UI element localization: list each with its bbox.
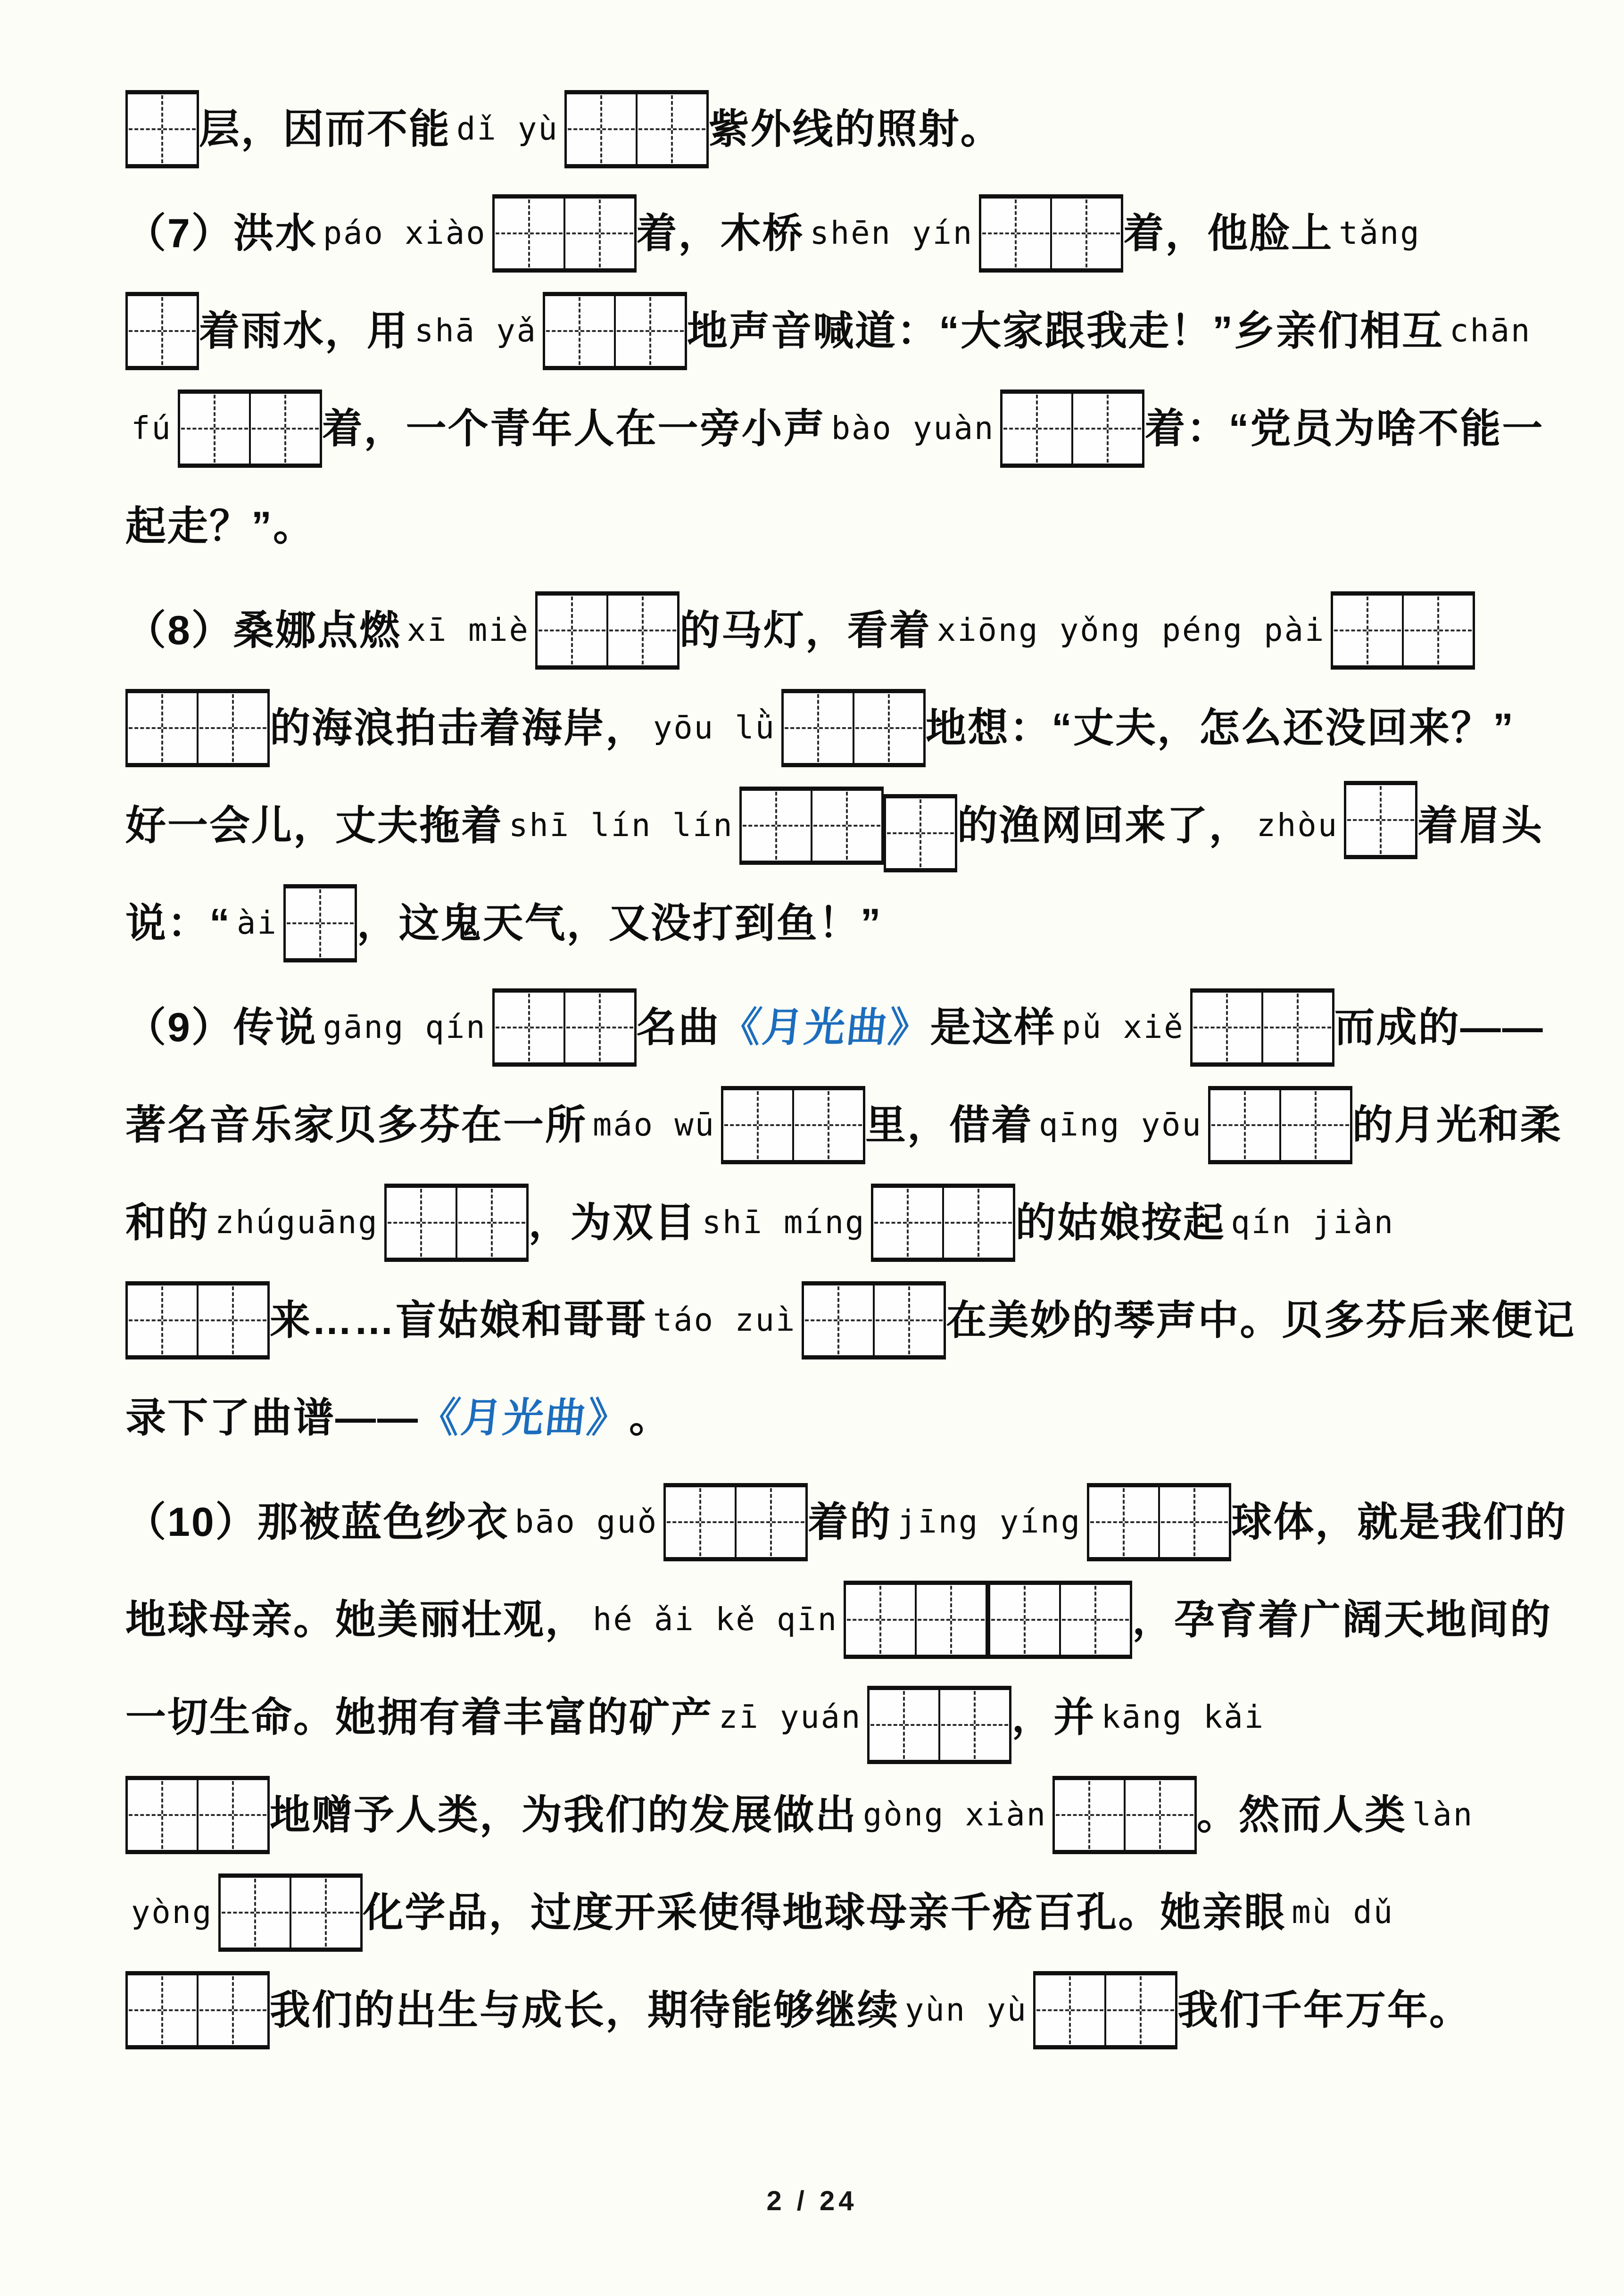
chinese-text: 着，木桥 — [636, 210, 804, 256]
line-11 — [125, 1076, 1562, 1174]
chinese-text: 地球母亲。她美丽壮观， — [125, 1597, 587, 1642]
writing-grid-cell[interactable] — [221, 1878, 291, 1948]
line-2 — [125, 184, 1511, 282]
answer-writing-boxes[interactable] — [884, 794, 957, 872]
writing-grid-cell[interactable] — [1263, 993, 1332, 1062]
chinese-text: ，这鬼天气，又没打到鱼！” — [356, 900, 882, 946]
writing-grid-cell[interactable] — [199, 1285, 267, 1355]
writing-grid-cell[interactable] — [737, 1487, 805, 1557]
writing-grid-cell[interactable] — [128, 94, 197, 164]
answer-writing-boxes[interactable] — [1000, 390, 1144, 468]
writing-grid-cell[interactable] — [742, 791, 812, 861]
pinyin-text: fú — [131, 410, 172, 447]
line-15 — [125, 1473, 1567, 1571]
page-number: 2 / 24 — [766, 2186, 858, 2216]
pinyin-text: bāo guǒ — [514, 1503, 658, 1540]
writing-grid-cell[interactable] — [812, 791, 881, 861]
pinyin-text: chān — [1450, 312, 1532, 349]
answer-writing-boxes[interactable] — [988, 1581, 1132, 1659]
chinese-text: 着，一个青年人在一旁小声 — [322, 406, 826, 451]
line-5 — [125, 477, 1511, 575]
answer-writing-boxes[interactable] — [871, 1184, 1015, 1262]
pinyin-text: mù dǔ — [1292, 1894, 1394, 1931]
line-9 — [125, 874, 1511, 972]
answer-writing-boxes[interactable] — [739, 787, 884, 865]
writing-grid-cell[interactable] — [616, 296, 685, 366]
writing-grid-cell[interactable] — [1003, 394, 1073, 464]
line-14 — [125, 1369, 1511, 1467]
chinese-text: 著名音乐家贝多芬在一所 — [125, 1102, 587, 1148]
pinyin-text: jīng yíng — [897, 1503, 1082, 1540]
pinyin-text: yùn yù — [905, 1991, 1028, 2028]
song-title-text: 《月光曲》 — [718, 1004, 933, 1050]
line-18 — [125, 1766, 1511, 1864]
chinese-text: （9）传说 — [125, 1004, 317, 1050]
line-12 — [125, 1174, 1511, 1271]
pinyin-text: shī míng — [702, 1204, 866, 1241]
answer-writing-boxes[interactable] — [1331, 591, 1475, 670]
writing-grid-cell[interactable] — [1126, 1780, 1194, 1850]
line-4 — [125, 380, 1544, 477]
writing-grid-cell[interactable] — [1055, 1780, 1126, 1850]
writing-grid-cell[interactable] — [199, 1780, 267, 1850]
chinese-text: 的渔网回来了， — [957, 803, 1251, 848]
pinyin-text: hé ǎi kě qīn — [593, 1601, 838, 1638]
writing-grid-cell[interactable] — [1281, 1090, 1350, 1160]
chinese-text: 的姑娘按起 — [1015, 1200, 1226, 1245]
answer-writing-boxes[interactable] — [535, 591, 679, 670]
chinese-text: 而成的—— — [1334, 1004, 1544, 1050]
line-8 — [125, 777, 1544, 874]
writing-grid-cell[interactable] — [1160, 1487, 1229, 1557]
chinese-text: 名曲 — [636, 1004, 721, 1050]
writing-grid-cell[interactable] — [457, 1188, 526, 1258]
pinyin-text: zhúguāng — [215, 1204, 379, 1241]
answer-writing-boxes[interactable] — [1208, 1086, 1352, 1164]
pinyin-text: gòng xiàn — [863, 1796, 1047, 1833]
answer-writing-boxes[interactable] — [564, 90, 709, 168]
chinese-text: ，并 — [1011, 1694, 1096, 1740]
chinese-text: 说：“ — [125, 900, 231, 946]
chinese-text: 着，他脸上 — [1123, 210, 1334, 256]
writing-grid-cell[interactable] — [1073, 394, 1142, 464]
pinyin-text: dǐ yù — [456, 110, 559, 147]
writing-grid-cell[interactable] — [1106, 1975, 1175, 2045]
writing-grid-cell[interactable] — [128, 296, 197, 366]
writing-grid-cell[interactable] — [128, 693, 199, 763]
chinese-text: 在美妙的琴声中。贝多芬后来便记 — [946, 1297, 1576, 1343]
answer-writing-boxes[interactable] — [125, 90, 199, 168]
chinese-text: 来……盲姑娘和哥哥 — [270, 1297, 647, 1343]
pinyin-text: tǎng — [1339, 215, 1421, 251]
chinese-text: 球体，就是我们的 — [1231, 1499, 1567, 1545]
answer-writing-boxes[interactable] — [844, 1581, 988, 1659]
line-7 — [125, 679, 1515, 777]
writing-grid-cell[interactable] — [538, 596, 608, 665]
writing-grid-cell[interactable] — [199, 1975, 267, 2045]
line-6 — [125, 581, 1511, 679]
writing-grid-cell[interactable] — [1036, 1975, 1106, 2045]
answer-writing-boxes[interactable] — [1033, 1971, 1177, 2049]
pinyin-text: shēn yín — [810, 215, 974, 251]
chinese-text: 地赠予人类，为我们的发展做出 — [270, 1792, 857, 1838]
writing-grid-cell[interactable] — [608, 596, 677, 665]
writing-grid-cell[interactable] — [545, 296, 616, 366]
chinese-text: 好一会儿，丈夫拖着 — [125, 803, 503, 848]
writing-grid-cell[interactable] — [180, 394, 251, 464]
answer-writing-boxes[interactable] — [384, 1184, 529, 1262]
line-10 — [125, 978, 1544, 1076]
chinese-text: 一切生命。她拥有着丰富的矿产 — [125, 1694, 713, 1740]
chinese-text: 起走？”。 — [125, 503, 315, 549]
chinese-text: 紫外线的照射。 — [708, 106, 1003, 152]
line-20 — [125, 1961, 1511, 2059]
answer-writing-boxes[interactable] — [781, 689, 926, 767]
pinyin-text: pǔ xiě — [1061, 1009, 1185, 1045]
chinese-text: （8）桑娜点燃 — [125, 607, 401, 653]
writing-grid-cell[interactable] — [940, 1690, 1009, 1760]
chinese-text: 层，因而不能 — [199, 106, 451, 152]
answer-writing-boxes[interactable] — [1052, 1776, 1197, 1854]
pinyin-text: táo zuì — [653, 1301, 796, 1338]
writing-grid-cell[interactable] — [990, 1585, 1061, 1655]
writing-grid-cell[interactable] — [1346, 785, 1415, 855]
chinese-text: 。 — [629, 1395, 671, 1441]
answer-writing-boxes[interactable] — [125, 1281, 270, 1359]
writing-grid-cell[interactable] — [1193, 993, 1263, 1062]
pinyin-text: zhòu — [1256, 807, 1339, 844]
chinese-text: 里，借着 — [865, 1102, 1034, 1148]
chinese-text: 我们千年万年。 — [1177, 1987, 1472, 2033]
pinyin-text: qín jiàn — [1231, 1204, 1395, 1241]
chinese-text: 我们的出生与成长，期待能够继续 — [270, 1987, 899, 2033]
answer-writing-boxes[interactable] — [802, 1281, 946, 1359]
writing-grid-cell[interactable] — [286, 888, 355, 958]
chinese-text: ，为双目 — [528, 1200, 696, 1245]
answer-writing-boxes[interactable] — [283, 884, 357, 962]
chinese-text: 是这样 — [930, 1004, 1056, 1050]
answer-writing-boxes[interactable] — [543, 292, 687, 370]
pinyin-text: shī lín lín — [509, 807, 734, 844]
writing-grid-cell[interactable] — [291, 1878, 360, 1948]
chinese-text: 化学品，过度开采使得地球母亲千疮百孔。她亲眼 — [363, 1890, 1286, 1935]
answer-writing-boxes[interactable] — [125, 292, 199, 370]
writing-grid-cell[interactable] — [565, 199, 634, 268]
chinese-text: （10）那被蓝色纱衣 — [125, 1499, 509, 1545]
answer-writing-boxes[interactable] — [721, 1086, 865, 1164]
pinyin-text: xī miè — [406, 612, 530, 648]
answer-writing-boxes[interactable] — [218, 1873, 363, 1952]
pinyin-text: yōu lǜ — [653, 709, 776, 746]
writing-grid-cell[interactable] — [1210, 1090, 1281, 1160]
writing-grid-cell[interactable] — [854, 693, 923, 763]
chinese-text: 着雨水，用 — [199, 308, 409, 354]
writing-grid-cell[interactable] — [794, 1090, 863, 1160]
writing-grid-cell[interactable] — [723, 1090, 794, 1160]
pinyin-text: bào yuàn — [831, 410, 995, 447]
pinyin-text: gāng qín — [323, 1009, 487, 1045]
writing-grid-cell[interactable] — [886, 798, 955, 868]
writing-grid-cell[interactable] — [1061, 1585, 1130, 1655]
chinese-text: 的月光和柔 — [1352, 1102, 1562, 1148]
chinese-text: 着的 — [808, 1499, 892, 1545]
chinese-text: 。然而人类 — [1197, 1792, 1407, 1838]
chinese-text: 着眉头 — [1417, 803, 1544, 848]
writing-grid-cell[interactable] — [917, 1585, 986, 1655]
writing-grid-cell[interactable] — [128, 1285, 199, 1355]
answer-writing-boxes[interactable] — [125, 689, 270, 767]
answer-writing-boxes[interactable] — [492, 194, 637, 273]
writing-grid-cell[interactable] — [495, 993, 565, 1062]
writing-grid-cell[interactable] — [495, 199, 565, 268]
chinese-text: 地声音喊道：“大家跟我走！”乡亲们相互 — [687, 308, 1444, 354]
line-17 — [125, 1668, 1511, 1766]
writing-grid-cell[interactable] — [944, 1188, 1013, 1258]
writing-grid-cell[interactable] — [870, 1690, 940, 1760]
writing-grid-cell[interactable] — [128, 1780, 199, 1850]
writing-grid-cell[interactable] — [251, 394, 320, 464]
pinyin-text: qīng yōu — [1039, 1106, 1202, 1143]
pinyin-text: làn — [1412, 1796, 1474, 1833]
writing-grid-cell[interactable] — [638, 94, 706, 164]
pinyin-text: páo xiào — [323, 215, 487, 251]
chinese-text: （7）洪水 — [125, 210, 317, 256]
line-3 — [125, 282, 1532, 380]
answer-writing-boxes[interactable] — [1190, 988, 1334, 1067]
writing-grid-cell[interactable] — [567, 94, 638, 164]
pinyin-text: yòng — [131, 1894, 213, 1931]
answer-writing-boxes[interactable] — [492, 988, 637, 1067]
writing-grid-cell[interactable] — [1052, 199, 1121, 268]
pinyin-text: kāng kǎi — [1101, 1699, 1265, 1735]
answer-writing-boxes[interactable] — [867, 1686, 1011, 1764]
chinese-text: 地想：“丈夫，怎么还没回来？” — [926, 705, 1515, 751]
pinyin-text: zī yuán — [719, 1699, 862, 1735]
pinyin-text: xiōng yǒng péng pài — [936, 612, 1326, 648]
writing-grid-cell[interactable] — [873, 1188, 944, 1258]
line-13 — [125, 1271, 1576, 1369]
chinese-text: ，孕育着广阔天地间的 — [1132, 1597, 1552, 1642]
writing-grid-cell[interactable] — [1089, 1487, 1160, 1557]
pinyin-text: ài — [237, 904, 278, 941]
writing-grid-cell[interactable] — [981, 199, 1052, 268]
writing-grid-cell[interactable] — [128, 1975, 199, 2045]
writing-grid-cell[interactable] — [784, 693, 854, 763]
answer-writing-boxes[interactable] — [1344, 781, 1417, 859]
writing-grid-cell[interactable] — [199, 693, 267, 763]
pinyin-text: máo wū — [593, 1106, 716, 1143]
chinese-text: 的马灯，看着 — [679, 607, 931, 653]
answer-writing-boxes[interactable] — [663, 1483, 808, 1561]
writing-grid-cell[interactable] — [846, 1585, 917, 1655]
answer-writing-boxes[interactable] — [178, 390, 322, 468]
writing-grid-cell[interactable] — [875, 1285, 944, 1355]
answer-writing-boxes[interactable] — [979, 194, 1123, 273]
chinese-text: 着：“党员为啥不能一 — [1144, 406, 1544, 451]
chinese-text: 录下了曲谱—— — [125, 1395, 419, 1441]
writing-grid-cell[interactable] — [666, 1487, 737, 1557]
chinese-text: 的海浪拍击着海岸， — [270, 705, 647, 751]
line-1 — [125, 80, 1511, 178]
chinese-text: 和的 — [125, 1200, 209, 1245]
line-16 — [125, 1571, 1552, 1668]
answer-writing-boxes[interactable] — [125, 1776, 270, 1854]
song-title-text: 《月光曲》 — [416, 1395, 632, 1441]
answer-writing-boxes[interactable] — [1087, 1483, 1231, 1561]
writing-grid-cell[interactable] — [1404, 596, 1473, 665]
line-19 — [125, 1864, 1511, 1961]
writing-grid-cell[interactable] — [1333, 596, 1404, 665]
pinyin-text: shā yǎ — [414, 312, 538, 349]
writing-grid-cell[interactable] — [804, 1285, 875, 1355]
writing-grid-cell[interactable] — [565, 993, 634, 1062]
answer-writing-boxes[interactable] — [125, 1971, 270, 2049]
writing-grid-cell[interactable] — [387, 1188, 457, 1258]
